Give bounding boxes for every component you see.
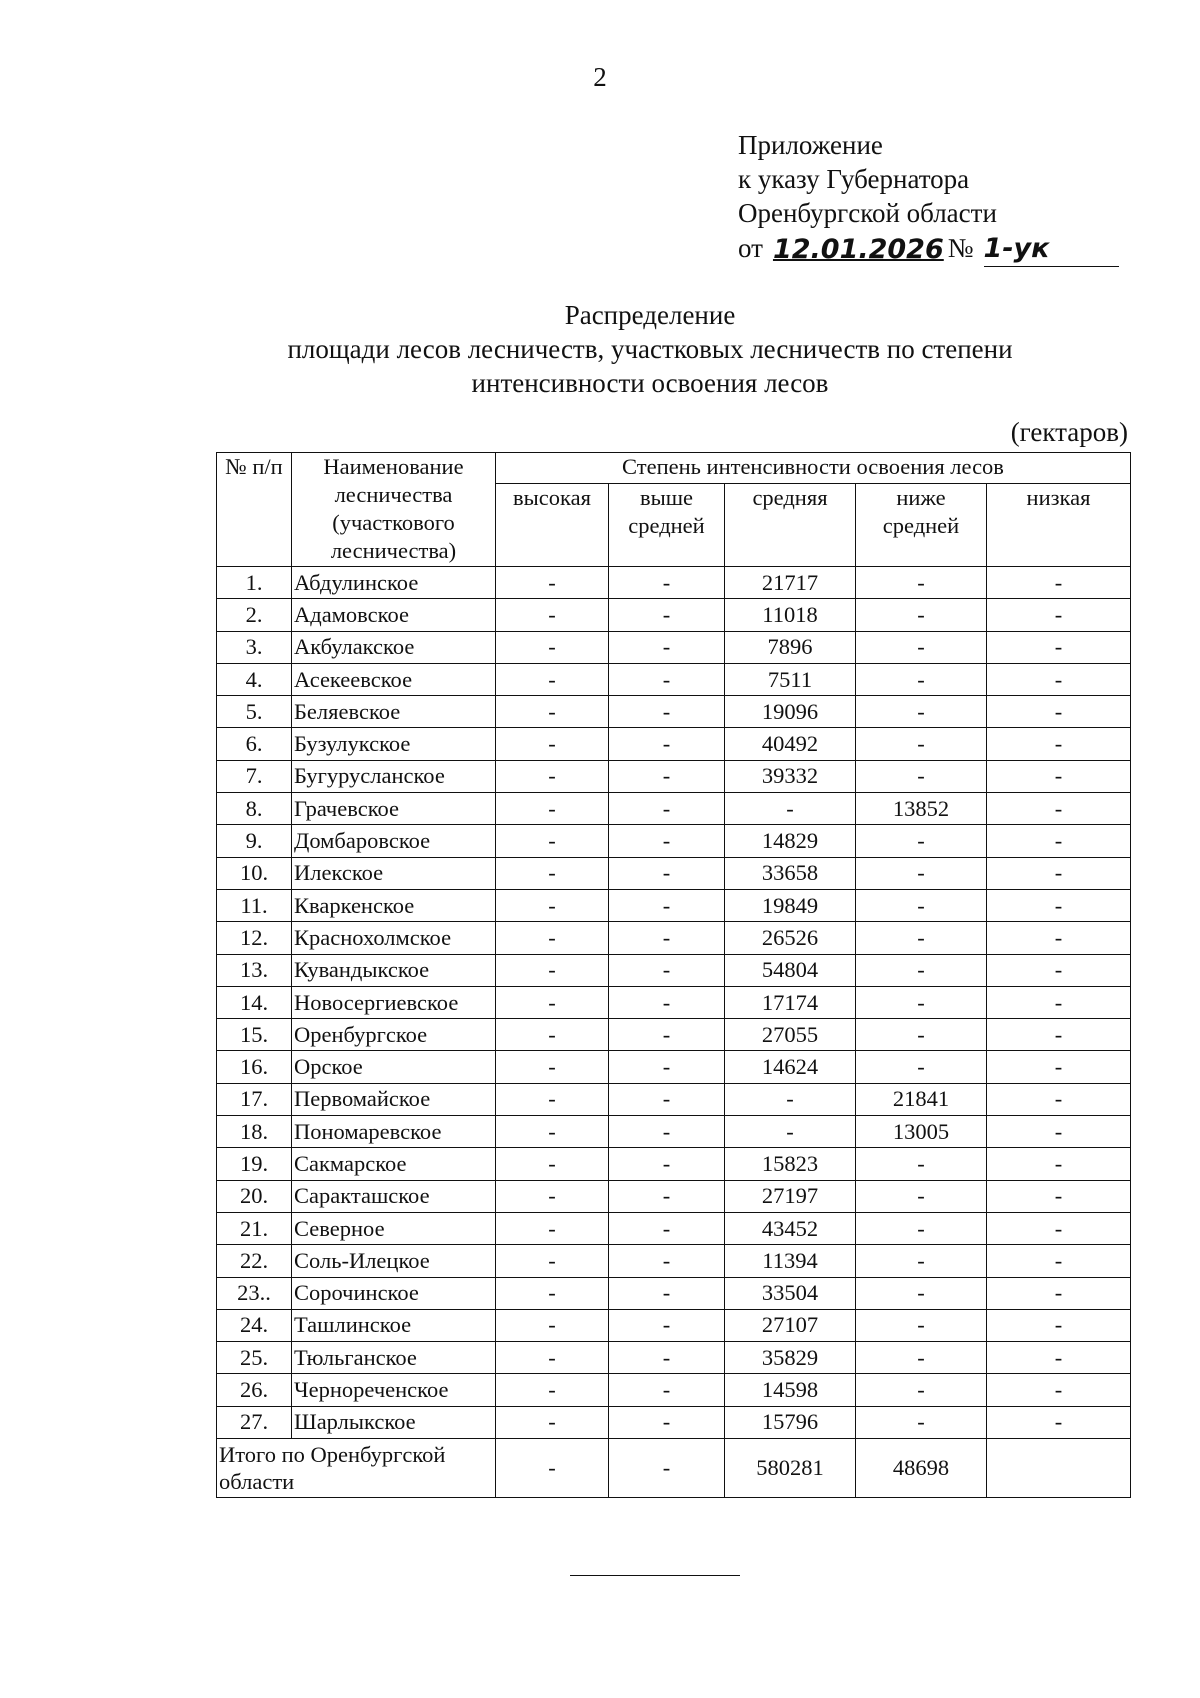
row-number: 17. bbox=[217, 1083, 292, 1115]
row-number: 1. bbox=[217, 567, 292, 599]
low-value: - bbox=[987, 825, 1131, 857]
row-number: 15. bbox=[217, 1019, 292, 1051]
row-number: 5. bbox=[217, 696, 292, 728]
forest-distribution-table bbox=[216, 452, 1131, 1498]
medium-value: 35829 bbox=[725, 1342, 856, 1374]
high-value: - bbox=[496, 1051, 609, 1083]
below-medium-value: - bbox=[856, 567, 987, 599]
above-medium-value: - bbox=[609, 567, 725, 599]
forestry-name: Первомайское bbox=[292, 1083, 496, 1115]
high-value: - bbox=[496, 1245, 609, 1277]
row-number: 2. bbox=[217, 599, 292, 631]
forestry-name: Северное bbox=[292, 1212, 496, 1244]
medium-value: 7896 bbox=[725, 631, 856, 663]
title-line-2: площади лесов лесничеств, участковых лесничеств по степени bbox=[287, 334, 1013, 364]
medium-value: 40492 bbox=[725, 728, 856, 760]
medium-value: - bbox=[725, 1116, 856, 1148]
above-medium-value: - bbox=[609, 1277, 725, 1309]
table-row bbox=[217, 986, 1131, 1018]
medium-value: 27197 bbox=[725, 1180, 856, 1212]
medium-value: 39332 bbox=[725, 760, 856, 792]
forestry-name: Орское bbox=[292, 1051, 496, 1083]
units-label: (гектаров) bbox=[1010, 417, 1128, 447]
above-medium-value: - bbox=[609, 825, 725, 857]
high-value: - bbox=[496, 599, 609, 631]
low-value: - bbox=[987, 599, 1131, 631]
above-medium-value: - bbox=[609, 663, 725, 695]
low-value: - bbox=[987, 1019, 1131, 1051]
above-medium-value: - bbox=[609, 1245, 725, 1277]
below-medium-value: - bbox=[856, 1406, 987, 1438]
high-value: - bbox=[496, 1374, 609, 1406]
header-medium: средняя bbox=[725, 484, 856, 567]
low-value: - bbox=[987, 1148, 1131, 1180]
medium-value: 54804 bbox=[725, 954, 856, 986]
handwritten-number: 1-ук bbox=[984, 232, 1120, 267]
row-number: 25. bbox=[217, 1342, 292, 1374]
table-row bbox=[217, 1148, 1131, 1180]
table-row bbox=[217, 1180, 1131, 1212]
header-low: низкая bbox=[987, 484, 1131, 567]
table-row bbox=[217, 1245, 1131, 1277]
low-value: - bbox=[987, 986, 1131, 1018]
low-value: - bbox=[987, 696, 1131, 728]
low-value: - bbox=[987, 728, 1131, 760]
forestry-name: Беляевское bbox=[292, 696, 496, 728]
total-medium: 580281 bbox=[725, 1439, 856, 1498]
medium-value: 26526 bbox=[725, 922, 856, 954]
above-medium-value: - bbox=[609, 1051, 725, 1083]
low-value: - bbox=[987, 1245, 1131, 1277]
forestry-name: Акбулакское bbox=[292, 631, 496, 663]
row-number: 22. bbox=[217, 1245, 292, 1277]
date-prefix: от bbox=[738, 233, 763, 263]
above-medium-value: - bbox=[609, 599, 725, 631]
title-line-3: интенсивности освоения лесов bbox=[471, 368, 829, 398]
above-medium-value: - bbox=[609, 696, 725, 728]
forestry-name: Саракташское bbox=[292, 1180, 496, 1212]
low-value: - bbox=[987, 631, 1131, 663]
total-below-medium: 48698 bbox=[856, 1439, 987, 1498]
low-value: - bbox=[987, 1374, 1131, 1406]
forestry-name: Бузулукское bbox=[292, 728, 496, 760]
row-number: 20. bbox=[217, 1180, 292, 1212]
low-value: - bbox=[987, 889, 1131, 921]
forestry-name: Новосергиевское bbox=[292, 986, 496, 1018]
appendix-line-1: Приложение bbox=[738, 130, 883, 160]
forestry-name: Асекеевское bbox=[292, 663, 496, 695]
header-num: № п/п bbox=[217, 453, 292, 567]
high-value: - bbox=[496, 889, 609, 921]
high-value: - bbox=[496, 760, 609, 792]
forestry-name: Домбаровское bbox=[292, 825, 496, 857]
medium-value: 21717 bbox=[725, 567, 856, 599]
row-number: 9. bbox=[217, 825, 292, 857]
row-number: 6. bbox=[217, 728, 292, 760]
medium-value: - bbox=[725, 793, 856, 825]
table-row bbox=[217, 1309, 1131, 1341]
medium-value: 14598 bbox=[725, 1374, 856, 1406]
forestry-name: Грачевское bbox=[292, 793, 496, 825]
above-medium-value: - bbox=[609, 728, 725, 760]
high-value: - bbox=[496, 1019, 609, 1051]
medium-value: 15796 bbox=[725, 1406, 856, 1438]
table-row bbox=[217, 889, 1131, 921]
page-number: 2 bbox=[593, 62, 607, 92]
table-row bbox=[217, 1406, 1131, 1438]
low-value: - bbox=[987, 1212, 1131, 1244]
below-medium-value: - bbox=[856, 889, 987, 921]
row-number: 10. bbox=[217, 857, 292, 889]
table-row bbox=[217, 1212, 1131, 1244]
above-medium-value: - bbox=[609, 1180, 725, 1212]
table-row bbox=[217, 1277, 1131, 1309]
high-value: - bbox=[496, 954, 609, 986]
low-value: - bbox=[987, 857, 1131, 889]
forestry-name: Адамовское bbox=[292, 599, 496, 631]
below-medium-value: - bbox=[856, 1342, 987, 1374]
above-medium-value: - bbox=[609, 631, 725, 663]
table-row bbox=[217, 631, 1131, 663]
appendix-line-2: к указу Губернатора bbox=[738, 164, 970, 194]
below-medium-value: - bbox=[856, 696, 987, 728]
row-number: 8. bbox=[217, 793, 292, 825]
medium-value: 27107 bbox=[725, 1309, 856, 1341]
forestry-name: Илекское bbox=[292, 857, 496, 889]
below-medium-value: 21841 bbox=[856, 1083, 987, 1115]
above-medium-value: - bbox=[609, 922, 725, 954]
row-number: 14. bbox=[217, 986, 292, 1018]
low-value: - bbox=[987, 1309, 1131, 1341]
low-value: - bbox=[987, 1051, 1131, 1083]
above-medium-value: - bbox=[609, 760, 725, 792]
document-title bbox=[0, 298, 1200, 400]
medium-value: 33658 bbox=[725, 857, 856, 889]
low-value: - bbox=[987, 922, 1131, 954]
row-number: 27. bbox=[217, 1406, 292, 1438]
above-medium-value: - bbox=[609, 1309, 725, 1341]
high-value: - bbox=[496, 1116, 609, 1148]
medium-value: 11018 bbox=[725, 599, 856, 631]
medium-value: 7511 bbox=[725, 663, 856, 695]
high-value: - bbox=[496, 1148, 609, 1180]
table-row bbox=[217, 1051, 1131, 1083]
below-medium-value: - bbox=[856, 663, 987, 695]
above-medium-value: - bbox=[609, 857, 725, 889]
table-row bbox=[217, 1083, 1131, 1115]
header-group: Степень интенсивности освоения лесов bbox=[496, 453, 1131, 484]
header-below-medium: ниже средней bbox=[856, 484, 987, 567]
below-medium-value: - bbox=[856, 954, 987, 986]
below-medium-value: - bbox=[856, 1212, 987, 1244]
low-value: - bbox=[987, 567, 1131, 599]
high-value: - bbox=[496, 728, 609, 760]
above-medium-value: - bbox=[609, 1212, 725, 1244]
below-medium-value: - bbox=[856, 760, 987, 792]
above-medium-value: - bbox=[609, 1019, 725, 1051]
high-value: - bbox=[496, 1083, 609, 1115]
high-value: - bbox=[496, 1309, 609, 1341]
table-row bbox=[217, 1116, 1131, 1148]
table-row bbox=[217, 825, 1131, 857]
below-medium-value: - bbox=[856, 1374, 987, 1406]
low-value: - bbox=[987, 1277, 1131, 1309]
below-medium-value: - bbox=[856, 1148, 987, 1180]
medium-value: 19849 bbox=[725, 889, 856, 921]
forestry-name: Пономаревское bbox=[292, 1116, 496, 1148]
table-row bbox=[217, 599, 1131, 631]
high-value: - bbox=[496, 922, 609, 954]
handwritten-date: 12.01.2026 bbox=[772, 234, 944, 265]
appendix-line-3: Оренбургской области bbox=[738, 198, 997, 228]
low-value: - bbox=[987, 1342, 1131, 1374]
row-number: 7. bbox=[217, 760, 292, 792]
above-medium-value: - bbox=[609, 1116, 725, 1148]
medium-value: 27055 bbox=[725, 1019, 856, 1051]
medium-value: 33504 bbox=[725, 1277, 856, 1309]
table-row bbox=[217, 567, 1131, 599]
table-row bbox=[217, 1342, 1131, 1374]
medium-value: - bbox=[725, 1083, 856, 1115]
table-row bbox=[217, 793, 1131, 825]
table-row bbox=[217, 1374, 1131, 1406]
above-medium-value: - bbox=[609, 1406, 725, 1438]
header-name: Наименование лесничества (участкового лесничества) bbox=[292, 453, 496, 567]
below-medium-value: - bbox=[856, 986, 987, 1018]
high-value: - bbox=[496, 1277, 609, 1309]
header-above-medium: выше средней bbox=[609, 484, 725, 567]
header-row-1 bbox=[217, 453, 1131, 484]
high-value: - bbox=[496, 1406, 609, 1438]
table-row bbox=[217, 728, 1131, 760]
high-value: - bbox=[496, 1212, 609, 1244]
table-row bbox=[217, 954, 1131, 986]
medium-value: 43452 bbox=[725, 1212, 856, 1244]
below-medium-value: - bbox=[856, 1180, 987, 1212]
low-value: - bbox=[987, 954, 1131, 986]
high-value: - bbox=[496, 696, 609, 728]
high-value: - bbox=[496, 857, 609, 889]
row-number: 16. bbox=[217, 1051, 292, 1083]
below-medium-value: - bbox=[856, 1309, 987, 1341]
row-number: 21. bbox=[217, 1212, 292, 1244]
high-value: - bbox=[496, 1180, 609, 1212]
low-value: - bbox=[987, 760, 1131, 792]
medium-value: 14624 bbox=[725, 1051, 856, 1083]
table-row bbox=[217, 922, 1131, 954]
row-number: 13. bbox=[217, 954, 292, 986]
below-medium-value: - bbox=[856, 1051, 987, 1083]
high-value: - bbox=[496, 825, 609, 857]
row-number: 19. bbox=[217, 1148, 292, 1180]
row-number: 23.. bbox=[217, 1277, 292, 1309]
low-value: - bbox=[987, 1406, 1131, 1438]
forestry-name: Кваркенское bbox=[292, 889, 496, 921]
forestry-name: Бугурусланское bbox=[292, 760, 496, 792]
above-medium-value: - bbox=[609, 889, 725, 921]
forestry-name: Сорочинское bbox=[292, 1277, 496, 1309]
forestry-name: Оренбургское bbox=[292, 1019, 496, 1051]
number-sign: № bbox=[947, 233, 974, 263]
total-low bbox=[987, 1439, 1131, 1498]
appendix-date-line bbox=[738, 230, 1119, 265]
forestry-name: Краснохолмское bbox=[292, 922, 496, 954]
forestry-name: Шарлыкское bbox=[292, 1406, 496, 1438]
low-value: - bbox=[987, 663, 1131, 695]
table-row bbox=[217, 857, 1131, 889]
header-high: высокая bbox=[496, 484, 609, 567]
row-number: 24. bbox=[217, 1309, 292, 1341]
forestry-name: Абдулинское bbox=[292, 567, 496, 599]
above-medium-value: - bbox=[609, 793, 725, 825]
title-line-1: Распределение bbox=[564, 300, 736, 330]
medium-value: 19096 bbox=[725, 696, 856, 728]
row-number: 12. bbox=[217, 922, 292, 954]
table-row bbox=[217, 760, 1131, 792]
table-row bbox=[217, 663, 1131, 695]
below-medium-value: - bbox=[856, 631, 987, 663]
total-label: Итого по Оренбургской области bbox=[217, 1439, 496, 1498]
high-value: - bbox=[496, 986, 609, 1018]
below-medium-value: - bbox=[856, 857, 987, 889]
below-medium-value: - bbox=[856, 1019, 987, 1051]
row-number: 11. bbox=[217, 889, 292, 921]
table-row bbox=[217, 696, 1131, 728]
total-high: - bbox=[496, 1439, 609, 1498]
forestry-name: Кувандыкское bbox=[292, 954, 496, 986]
forestry-name: Чернореченское bbox=[292, 1374, 496, 1406]
appendix-block bbox=[738, 128, 1119, 265]
total-row bbox=[217, 1439, 1131, 1498]
total-above-medium: - bbox=[609, 1439, 725, 1498]
high-value: - bbox=[496, 663, 609, 695]
row-number: 26. bbox=[217, 1374, 292, 1406]
above-medium-value: - bbox=[609, 954, 725, 986]
table-row bbox=[217, 1019, 1131, 1051]
above-medium-value: - bbox=[609, 986, 725, 1018]
medium-value: 17174 bbox=[725, 986, 856, 1018]
below-medium-value: - bbox=[856, 825, 987, 857]
below-medium-value: - bbox=[856, 1277, 987, 1309]
medium-value: 15823 bbox=[725, 1148, 856, 1180]
row-number: 4. bbox=[217, 663, 292, 695]
forestry-name: Соль-Илецкое bbox=[292, 1245, 496, 1277]
row-number: 3. bbox=[217, 631, 292, 663]
high-value: - bbox=[496, 567, 609, 599]
row-number: 18. bbox=[217, 1116, 292, 1148]
above-medium-value: - bbox=[609, 1374, 725, 1406]
above-medium-value: - bbox=[609, 1148, 725, 1180]
below-medium-value: 13005 bbox=[856, 1116, 987, 1148]
forestry-name: Сакмарское bbox=[292, 1148, 496, 1180]
table-body bbox=[217, 567, 1131, 1439]
above-medium-value: - bbox=[609, 1342, 725, 1374]
high-value: - bbox=[496, 1342, 609, 1374]
below-medium-value: - bbox=[856, 922, 987, 954]
medium-value: 11394 bbox=[725, 1245, 856, 1277]
high-value: - bbox=[496, 631, 609, 663]
forestry-name: Ташлинское bbox=[292, 1309, 496, 1341]
end-divider bbox=[570, 1575, 740, 1576]
below-medium-value: - bbox=[856, 599, 987, 631]
forestry-name: Тюльганское bbox=[292, 1342, 496, 1374]
below-medium-value: 13852 bbox=[856, 793, 987, 825]
medium-value: 14829 bbox=[725, 825, 856, 857]
low-value: - bbox=[987, 1116, 1131, 1148]
low-value: - bbox=[987, 1083, 1131, 1115]
below-medium-value: - bbox=[856, 728, 987, 760]
low-value: - bbox=[987, 793, 1131, 825]
below-medium-value: - bbox=[856, 1245, 987, 1277]
low-value: - bbox=[987, 1180, 1131, 1212]
high-value: - bbox=[496, 793, 609, 825]
above-medium-value: - bbox=[609, 1083, 725, 1115]
